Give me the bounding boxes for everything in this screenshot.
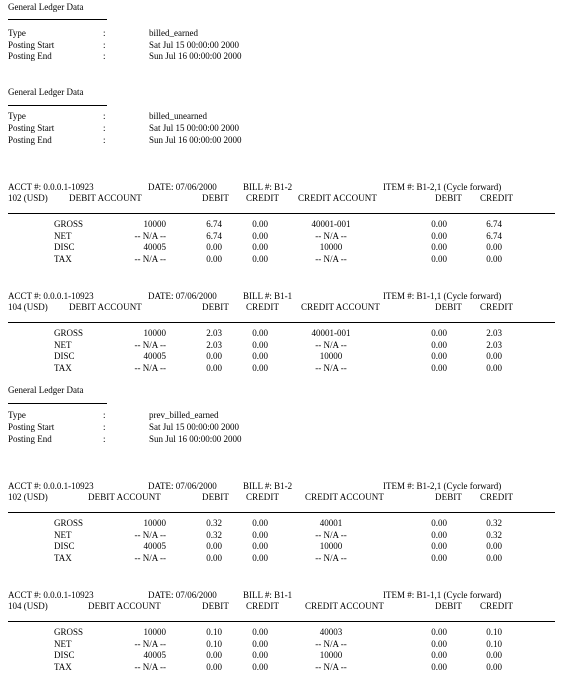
credit-value: 6.74 xyxy=(486,230,502,241)
row-label: DISC xyxy=(54,650,75,660)
bill-date: DATE: 07/06/2000 xyxy=(148,481,217,491)
col-header-debit-account: DEBIT ACCOUNT xyxy=(88,601,161,611)
credit-value: 0.00 xyxy=(252,650,268,660)
debit-account-value: 10000 xyxy=(143,518,166,528)
debit-value: 0.00 xyxy=(431,362,447,373)
credit-value: 0.00 xyxy=(252,242,268,252)
debit-account-value: 40005 xyxy=(143,242,166,252)
colon: : xyxy=(103,434,106,444)
posting-start-value: Sat Jul 15 00:00:00 2000 xyxy=(149,422,240,432)
credit-value: 2.03 xyxy=(486,328,502,338)
row-label: DISC xyxy=(54,541,75,551)
col-header-debit: DEBIT xyxy=(435,193,462,203)
col-header-debit-account: DEBIT ACCOUNT xyxy=(69,193,142,203)
bill-date: DATE: 07/06/2000 xyxy=(148,590,217,600)
col-header-debit: DEBIT xyxy=(435,601,462,611)
col-header-credit: CREDIT xyxy=(246,193,280,203)
type-label: Type xyxy=(8,28,26,38)
col-header-debit: DEBIT xyxy=(202,492,229,502)
col-header-credit-account: CREDIT ACCOUNT xyxy=(298,193,377,203)
debit-value: 0.00 xyxy=(431,661,447,672)
credit-account-value: -- N/A -- xyxy=(315,529,347,540)
posting-end-value: Sun Jul 16 00:00:00 2000 xyxy=(149,135,242,145)
row-label: TAX xyxy=(54,552,72,563)
col-header-debit-account: DEBIT ACCOUNT xyxy=(88,492,161,502)
credit-account-value: 40001-001 xyxy=(311,219,351,229)
type-value: billed_earned xyxy=(149,28,198,38)
debit-account-value: -- N/A -- xyxy=(134,230,166,241)
row-label: DISC xyxy=(54,242,75,252)
debit-value: 2.03 xyxy=(206,339,222,350)
credit-value: 0.00 xyxy=(252,328,268,338)
debit-account-value: 10000 xyxy=(143,328,166,338)
debit-value: 0.00 xyxy=(206,650,222,660)
bill-date: DATE: 07/06/2000 xyxy=(148,182,217,192)
col-header-debit-account: DEBIT ACCOUNT xyxy=(69,302,142,312)
debit-value: 0.00 xyxy=(206,552,222,563)
credit-value: 0.00 xyxy=(252,219,268,229)
credit-account-value: -- N/A -- xyxy=(315,661,347,672)
credit-value: 0.00 xyxy=(486,362,502,373)
posting-start-value: Sat Jul 15 00:00:00 2000 xyxy=(149,123,240,133)
credit-value: 0.00 xyxy=(252,529,268,540)
row-label: NET xyxy=(54,339,72,350)
debit-account-value: -- N/A -- xyxy=(134,362,166,373)
debit-account-value: -- N/A -- xyxy=(134,661,166,672)
posting-end-label: Posting End xyxy=(8,434,52,444)
section-title: General Ledger Data xyxy=(8,87,84,97)
title-underline xyxy=(8,105,107,106)
item-number: ITEM #: B1-2,1 (Cycle forward) xyxy=(383,481,502,491)
col-header-debit: DEBIT xyxy=(435,492,462,502)
item-number: ITEM #: B1-1,1 (Cycle forward) xyxy=(383,590,502,600)
debit-value: 0.00 xyxy=(431,650,447,660)
credit-account-value: -- N/A -- xyxy=(315,230,347,241)
posting-start-value: Sat Jul 15 00:00:00 2000 xyxy=(149,40,240,50)
credit-value: 0.00 xyxy=(486,253,502,264)
debit-value: 0.00 xyxy=(431,638,447,649)
debit-account-value: 40005 xyxy=(143,650,166,660)
debit-value: 6.74 xyxy=(206,219,222,229)
posting-end-label: Posting End xyxy=(8,51,52,61)
credit-value: 0.00 xyxy=(486,650,502,660)
debit-account-value: 40005 xyxy=(143,351,166,361)
colon: : xyxy=(103,111,106,121)
row-label: NET xyxy=(54,230,72,241)
credit-value: 0.00 xyxy=(252,638,268,649)
debit-value: 0.00 xyxy=(431,339,447,350)
credit-value: 0.10 xyxy=(486,638,502,649)
credit-value: 0.00 xyxy=(486,661,502,672)
credit-value: 0.00 xyxy=(252,541,268,551)
debit-value: 0.00 xyxy=(206,242,222,252)
credit-account-value: 40001 xyxy=(319,518,343,528)
posting-end-value: Sun Jul 16 00:00:00 2000 xyxy=(149,51,242,61)
credit-account-value: 40001-001 xyxy=(311,328,351,338)
debit-account-value: -- N/A -- xyxy=(134,529,166,540)
credit-value: 2.03 xyxy=(486,339,502,350)
colon: : xyxy=(103,28,106,38)
header-rule xyxy=(8,213,555,214)
debit-account-value: 10000 xyxy=(143,627,166,637)
debit-value: 0.00 xyxy=(431,230,447,241)
row-label: GROSS xyxy=(54,518,84,528)
row-label: NET xyxy=(54,638,72,649)
debit-value: 0.10 xyxy=(206,638,222,649)
credit-value: 0.00 xyxy=(252,230,268,241)
col-header-debit: DEBIT xyxy=(435,302,462,312)
credit-account-value: -- N/A -- xyxy=(315,638,347,649)
credit-value: 0.00 xyxy=(252,552,268,563)
debit-value: 0.10 xyxy=(206,627,222,637)
credit-value: 0.00 xyxy=(252,518,268,528)
acct-number: ACCT #: 0.0.0.1-10923 xyxy=(8,182,94,192)
currency-code: 102 (USD) xyxy=(8,193,48,203)
acct-number: ACCT #: 0.0.0.1-10923 xyxy=(8,481,94,491)
debit-value: 0.00 xyxy=(206,351,222,361)
colon: : xyxy=(103,422,106,432)
credit-account-value: -- N/A -- xyxy=(315,339,347,350)
col-header-credit: CREDIT xyxy=(480,601,514,611)
credit-account-value: -- N/A -- xyxy=(315,253,347,264)
colon: : xyxy=(103,123,106,133)
debit-value: 0.00 xyxy=(431,219,447,229)
col-header-credit: CREDIT xyxy=(246,601,280,611)
colon: : xyxy=(103,51,106,61)
credit-account-value: 10000 xyxy=(319,242,343,252)
debit-value: 0.00 xyxy=(206,362,222,373)
debit-value: 2.03 xyxy=(206,328,222,338)
row-label: GROSS xyxy=(54,328,84,338)
type-label: Type xyxy=(8,410,26,420)
item-number: ITEM #: B1-2,1 (Cycle forward) xyxy=(383,182,502,192)
col-header-debit: DEBIT xyxy=(202,601,229,611)
header-rule xyxy=(8,322,555,323)
row-label: GROSS xyxy=(54,627,84,637)
header-rule xyxy=(8,621,555,622)
bill-date: DATE: 07/06/2000 xyxy=(148,291,217,301)
debit-account-value: 10000 xyxy=(143,219,166,229)
debit-value: 0.32 xyxy=(206,518,222,528)
debit-value: 0.00 xyxy=(206,541,222,551)
col-header-credit: CREDIT xyxy=(246,302,280,312)
section-title: General Ledger Data xyxy=(8,2,84,12)
bill-number: BILL #: B1-1 xyxy=(243,291,293,301)
col-header-debit: DEBIT xyxy=(202,193,229,203)
debit-value: 0.00 xyxy=(431,541,447,551)
credit-value: 0.00 xyxy=(252,253,268,264)
posting-end-label: Posting End xyxy=(8,135,52,145)
debit-value: 0.00 xyxy=(431,242,447,252)
debit-account-value: -- N/A -- xyxy=(134,638,166,649)
posting-end-value: Sun Jul 16 00:00:00 2000 xyxy=(149,434,242,444)
debit-account-value: -- N/A -- xyxy=(134,552,166,563)
row-label: NET xyxy=(54,529,72,540)
credit-value: 6.74 xyxy=(486,219,502,229)
colon: : xyxy=(103,135,106,145)
credit-value: 0.00 xyxy=(252,661,268,672)
credit-value: 0.32 xyxy=(486,529,502,540)
debit-value: 0.00 xyxy=(431,627,447,637)
type-value: prev_billed_earned xyxy=(149,410,219,420)
credit-value: 0.00 xyxy=(252,627,268,637)
col-header-debit: DEBIT xyxy=(202,302,229,312)
debit-value: 0.00 xyxy=(206,661,222,672)
col-header-credit: CREDIT xyxy=(480,193,514,203)
currency-code: 104 (USD) xyxy=(8,601,48,611)
colon: : xyxy=(103,40,106,50)
row-label: TAX xyxy=(54,253,72,264)
debit-value: 0.00 xyxy=(431,351,447,361)
title-underline xyxy=(8,403,107,404)
credit-value: 0.00 xyxy=(252,339,268,350)
credit-value: 0.00 xyxy=(252,362,268,373)
title-underline xyxy=(8,19,107,20)
debit-account-value: 40005 xyxy=(143,541,166,551)
posting-start-label: Posting Start xyxy=(8,422,55,432)
posting-start-label: Posting Start xyxy=(8,123,55,133)
section-title: General Ledger Data xyxy=(8,385,84,395)
row-label: GROSS xyxy=(54,219,84,229)
debit-account-value: -- N/A -- xyxy=(134,339,166,350)
credit-value: 0.00 xyxy=(252,351,268,361)
credit-account-value: 10000 xyxy=(319,351,343,361)
credit-value: 0.00 xyxy=(486,552,502,563)
credit-account-value: -- N/A -- xyxy=(315,362,347,373)
row-label: TAX xyxy=(54,661,72,672)
debit-account-value: -- N/A -- xyxy=(134,253,166,264)
acct-number: ACCT #: 0.0.0.1-10923 xyxy=(8,291,94,301)
debit-value: 0.32 xyxy=(206,529,222,540)
debit-value: 0.00 xyxy=(431,253,447,264)
credit-account-value: 10000 xyxy=(319,650,343,660)
row-label: TAX xyxy=(54,362,72,373)
credit-value: 0.10 xyxy=(486,627,502,637)
col-header-credit: CREDIT xyxy=(480,302,514,312)
debit-value: 0.00 xyxy=(431,552,447,563)
debit-value: 0.00 xyxy=(431,529,447,540)
debit-value: 0.00 xyxy=(206,253,222,264)
credit-value: 0.00 xyxy=(486,351,502,361)
credit-account-value: -- N/A -- xyxy=(315,552,347,563)
col-header-credit-account: CREDIT ACCOUNT xyxy=(305,492,384,502)
header-rule xyxy=(8,512,555,513)
row-label: DISC xyxy=(54,351,75,361)
colon: : xyxy=(103,410,106,420)
acct-number: ACCT #: 0.0.0.1-10923 xyxy=(8,590,94,600)
debit-value: 6.74 xyxy=(206,230,222,241)
bill-number: BILL #: B1-2 xyxy=(243,182,293,192)
credit-account-value: 10000 xyxy=(319,541,343,551)
credit-value: 0.00 xyxy=(486,541,502,551)
bill-number: BILL #: B1-2 xyxy=(243,481,293,491)
debit-value: 0.00 xyxy=(431,518,447,528)
posting-start-label: Posting Start xyxy=(8,40,55,50)
debit-value: 0.00 xyxy=(431,328,447,338)
bill-number: BILL #: B1-1 xyxy=(243,590,293,600)
col-header-credit: CREDIT xyxy=(480,492,514,502)
credit-account-value: 40003 xyxy=(319,627,343,637)
type-value: billed_unearned xyxy=(149,111,207,121)
currency-code: 102 (USD) xyxy=(8,492,48,502)
type-label: Type xyxy=(8,111,26,121)
col-header-credit: CREDIT xyxy=(246,492,280,502)
item-number: ITEM #: B1-1,1 (Cycle forward) xyxy=(383,291,502,301)
credit-value: 0.32 xyxy=(486,518,502,528)
currency-code: 104 (USD) xyxy=(8,302,48,312)
col-header-credit-account: CREDIT ACCOUNT xyxy=(305,601,384,611)
credit-value: 0.00 xyxy=(486,242,502,252)
col-header-credit-account: CREDIT ACCOUNT xyxy=(301,302,380,312)
